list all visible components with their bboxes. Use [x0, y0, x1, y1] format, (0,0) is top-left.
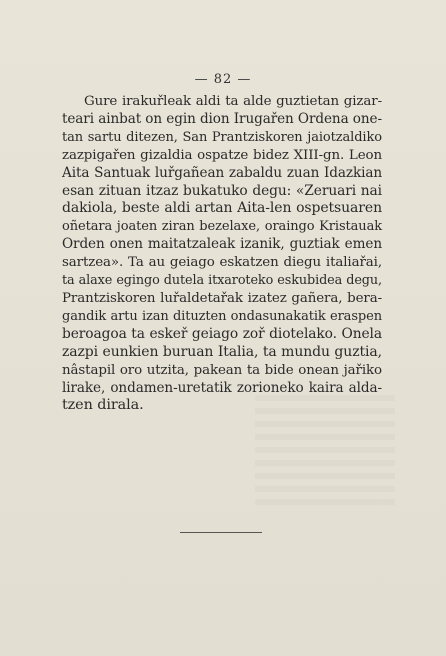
text-line: Prantziskoren luřaldetařak izatez gañera, bera- [62, 290, 382, 306]
page-number: — 82 — [194, 72, 252, 87]
text-line: Orden onen maitatzaleak izanik, guztiak emen [62, 236, 382, 253]
text-line: oñetara joaten ziran bezelaxe, oraingo Kristauak [62, 219, 382, 235]
body-paragraph [62, 93, 382, 415]
text-line: zazpigařen gizaldia ospatze bidez XIII-gn. Leon [62, 147, 382, 163]
text-line: tan sartu ditezen, San Prantziskoren jaiotzaldiko [62, 129, 382, 145]
text-line: beroagoa ta eskeř geiago zoř diotelako. Onela [62, 325, 382, 342]
text-line: gandik artu izan dituzten ondasunakatik eraspen [62, 308, 382, 324]
text-line: teari ainbat on egin dion Irugařen Ordena one- [62, 110, 382, 127]
text-line: nâstapil oro utzita, pakean ta bide onean jařiko [62, 362, 382, 378]
text-line: dakiola, beste aldi artan Aita-len ospetsuaren [62, 200, 382, 217]
text-line: esan zituan itzaz bukatuko degu: «Zeruari nai [62, 182, 382, 199]
text-line: lirake, ondamen-uretatik zorioneko kaira alda- [62, 379, 382, 396]
text-line: Gure irakuřleak aldi ta alde guztietan gizar- [84, 94, 382, 109]
section-divider-rule [180, 532, 262, 533]
text-line: ta alaxe egingo dutela itxaroteko eskubidea degu, [62, 273, 382, 289]
text-line: Aita Santuak luřgañean zabaldu zuan Idazkian [62, 164, 382, 181]
text-line: zazpi eunkien buruan Italia, ta mundu guztia, [62, 343, 382, 360]
text-line: tzen dirala. [62, 397, 144, 414]
text-line: sartzea». Ta au geiago eskatzen diegu italiařai, [62, 255, 382, 271]
